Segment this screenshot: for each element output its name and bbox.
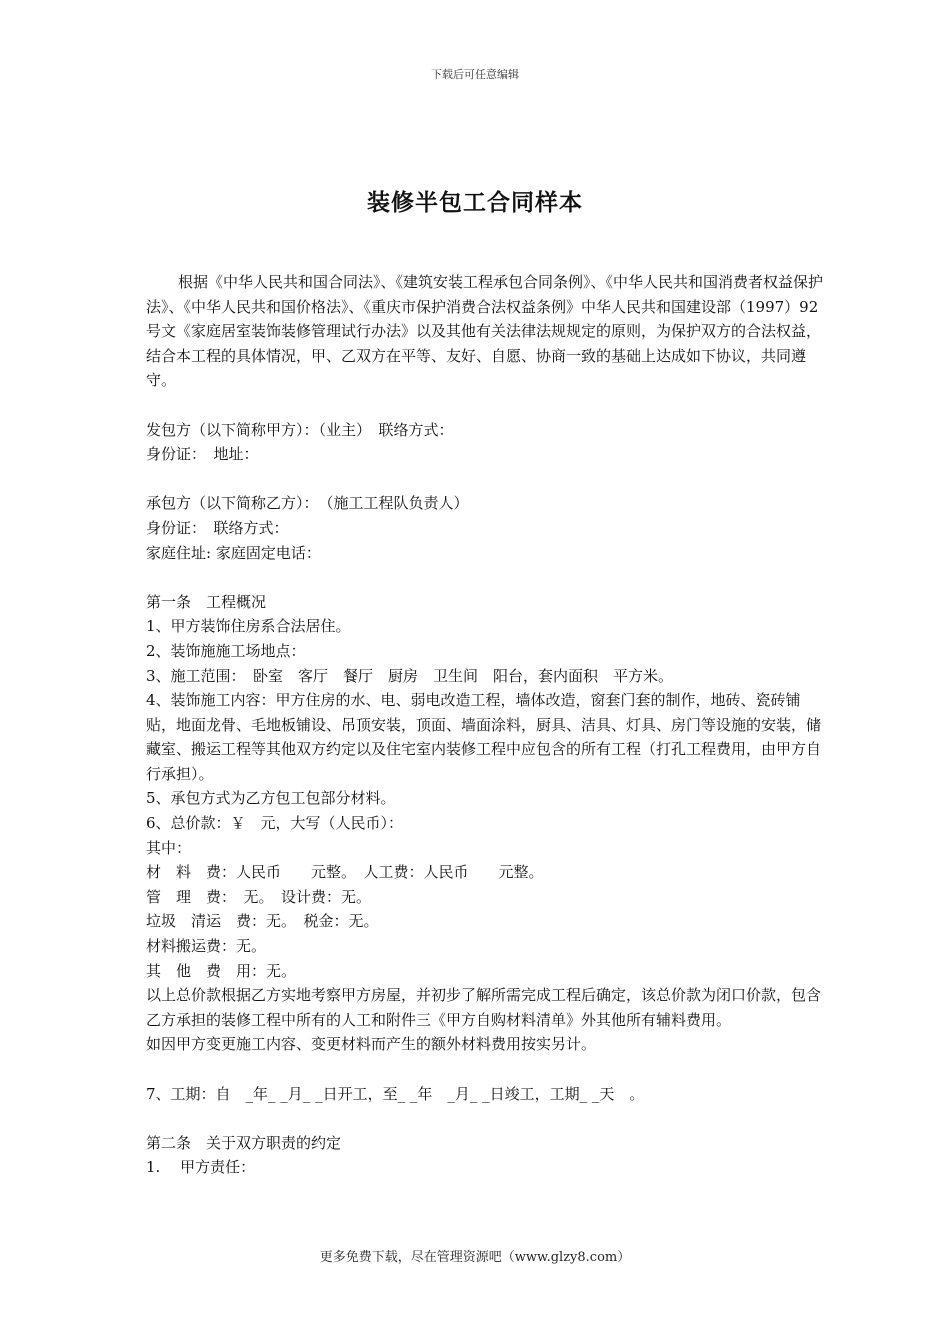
page-footer: 更多免费下载，尽在管理资源吧（www.glzy8.com）	[319, 1250, 631, 1265]
document-body	[146, 270, 826, 1180]
article-item: 其 他 费 用：无。	[146, 961, 297, 980]
article-item: 6、总价款：￥ 元，大写（人民币）：	[146, 814, 404, 833]
spacer	[146, 1106, 826, 1131]
article-item: 2、装饰施施工场地点：	[146, 641, 306, 660]
article-item: 如因甲方变更施工内容、变更材料而产生的额外材料费用按实另计。	[146, 1035, 597, 1054]
party-b-line: 承包方（以下简称乙方）： （施工工程队负责人）	[146, 494, 469, 513]
party-b-line: 身份证： 联络方式：	[146, 518, 289, 537]
article-heading: 第二条 关于双方职责的约定	[146, 1133, 342, 1152]
article-item: 管 理 费： 无。 设计费：无。	[146, 887, 372, 906]
page-header: 下载后可任意编辑	[431, 68, 519, 81]
article-item: 其中：	[146, 838, 192, 857]
article-item: 以上总价款根据乙方实地考察甲方房屋，并初步了解所需完成工程后确定，该总价款为闭口价款，包含乙方承担的装修工程中所有的人工和附件三《甲方自购材料清单》外其他所有辅料费用。	[146, 986, 822, 1029]
spacer	[146, 393, 826, 418]
document-title: 装修半包工合同样本	[367, 189, 583, 216]
article-item: 1、甲方装饰住房系合法居住。	[146, 617, 351, 636]
article-item: 垃圾 清运 费：无。 税金：无。	[146, 912, 379, 931]
article-item: 材 料 费：人民币 元整。 人工费：人民币 元整。	[146, 863, 544, 882]
party-a-line: 身份证： 地址：	[146, 445, 259, 464]
spacer	[146, 565, 826, 590]
intro-paragraph: 根据《中华人民共和国合同法》、《建筑安装工程承包合同条例》、《中华人民共和国消费者权益保护法》、《中华人民共和国价格法》、《重庆市保护消费合法权益条例》中华人民共和国建设部（1997）92号文《家庭居室装饰装修管理试行办法》以及其他有关法律法规规定的原则，为保护双方的合法权益，结合本工程的具体情况，甲、乙双方在平等、友好、自愿、协商一致的基础上达成如下协议，共同遵守。	[146, 273, 824, 390]
article-item: 4、装饰施工内容：甲方住房的水、电、弱电改造工程，墙体改造，窗套门套的制作，地砖、瓷砖铺贴，地面龙骨、毛地板铺设、吊顶安装，顶面、墙面涂料，厨具、洁具、灯具、房门等设施的安装，储藏室、搬运工程等其他双方约定以及住宅室内装修工程中应包含的所有工程（打孔工程费用，由甲方自行承担）。	[146, 691, 822, 783]
article-item: 材料搬运费：无。	[146, 937, 267, 956]
article-heading: 第一条 工程概况	[146, 592, 267, 611]
party-a-line: 发包方（以下简称甲方）：（业主） 联络方式：	[146, 420, 454, 439]
spacer	[146, 467, 826, 492]
article-item: 1. 甲方责任：	[146, 1158, 256, 1177]
article-item: 3、施工范围： 卧室 客厅 餐厅 厨房 卫生间 阳台，套内面积 平方米。	[146, 666, 674, 685]
article-item: 5、承包方式为乙方包工包部分材料。	[146, 789, 396, 808]
party-b-line: 家庭住址: 家庭固定电话：	[146, 543, 321, 562]
spacer	[146, 1057, 826, 1082]
article-item-period: 7、工期：自 _年_ _月_ _日开工，至_ _年 _月_ _日竣工，工期_ _天 。	[146, 1084, 645, 1103]
